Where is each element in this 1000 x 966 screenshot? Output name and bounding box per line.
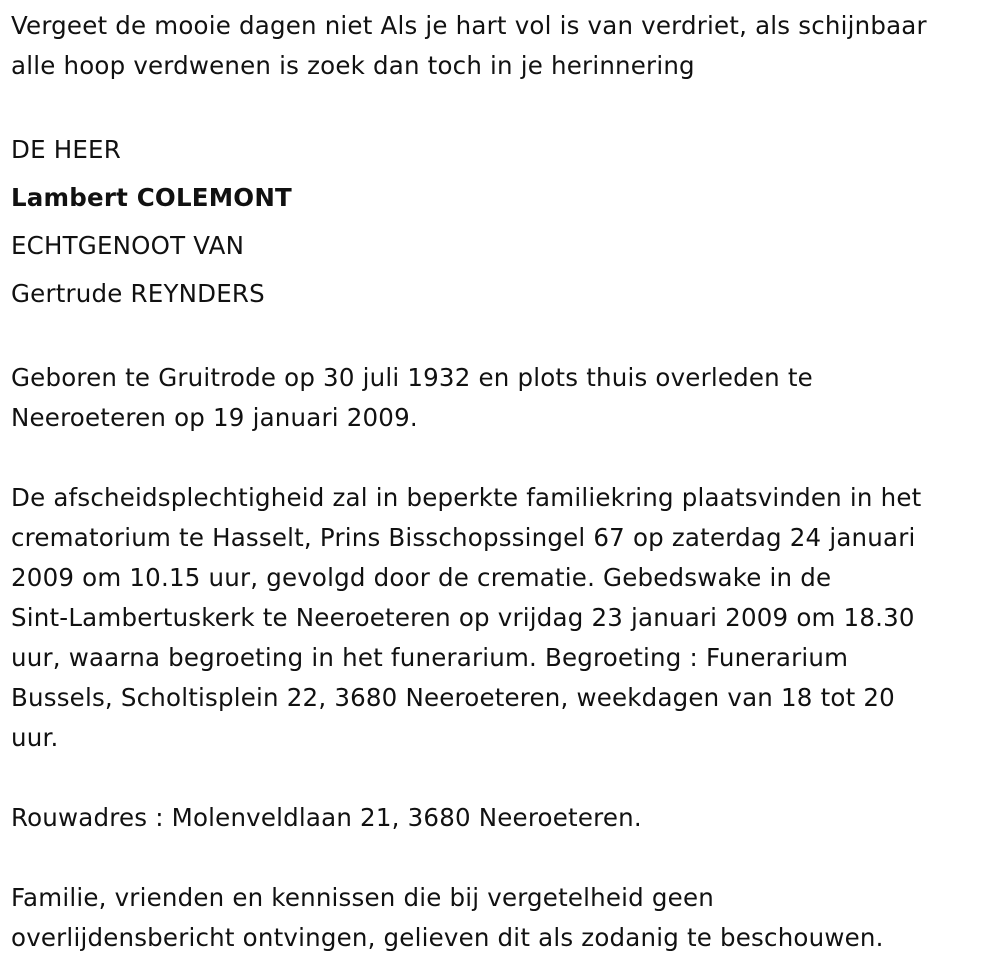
relation-label: ECHTGENOOT VAN (11, 231, 245, 260)
obituary-document (11, 6, 996, 958)
mourning-address-paragraph (11, 798, 996, 838)
ceremony-line: Bussels, Scholtisplein 22, 3680 Neeroeteren, weekdagen van 18 tot 20 (11, 683, 895, 712)
honorific-title: DE HEER (11, 135, 121, 164)
birth-death-line: Neeroeteren op 19 januari 2009. (11, 403, 418, 432)
motto-line: alle hoop verdwenen is zoek dan toch in je herinnering (11, 51, 695, 80)
deceased-block (11, 126, 996, 318)
ceremony-line: 2009 om 10.15 uur, gevolgd door de crematie. Gebedswake in de (11, 563, 832, 592)
closing-line: overlijdensbericht ontvingen, gelieven dit als zodanig te beschouwen. (11, 923, 884, 952)
ceremony-line: uur, waarna begroeting in het funerarium. Begroeting : Funerarium (11, 643, 849, 672)
ceremony-line: De afscheidsplechtigheid zal in beperkte familiekring plaatsvinden in het (11, 483, 922, 512)
spouse-name: Gertrude REYNDERS (11, 279, 265, 308)
ceremony-line: crematorium te Hasselt, Prins Bisschopssingel 67 op zaterdag 24 januari (11, 523, 916, 552)
closing-line: Familie, vrienden en kennissen die bij vergetelheid geen (11, 883, 714, 912)
motto-paragraph (11, 6, 996, 86)
ceremony-paragraph (11, 478, 996, 758)
ceremony-line: Sint-Lambertuskerk te Neeroeteren op vrijdag 23 januari 2009 om 18.30 (11, 603, 915, 632)
ceremony-line: uur. (11, 723, 59, 752)
birth-death-line: Geboren te Gruitrode op 30 juli 1932 en plots thuis overleden te (11, 363, 813, 392)
closing-paragraph (11, 878, 996, 958)
birth-death-paragraph (11, 358, 996, 438)
motto-line: Vergeet de mooie dagen niet Als je hart vol is van verdriet, als schijnbaar (11, 11, 927, 40)
deceased-name: Lambert COLEMONT (11, 183, 292, 212)
mourning-address-line: Rouwadres : Molenveldlaan 21, 3680 Neeroeteren. (11, 803, 642, 832)
